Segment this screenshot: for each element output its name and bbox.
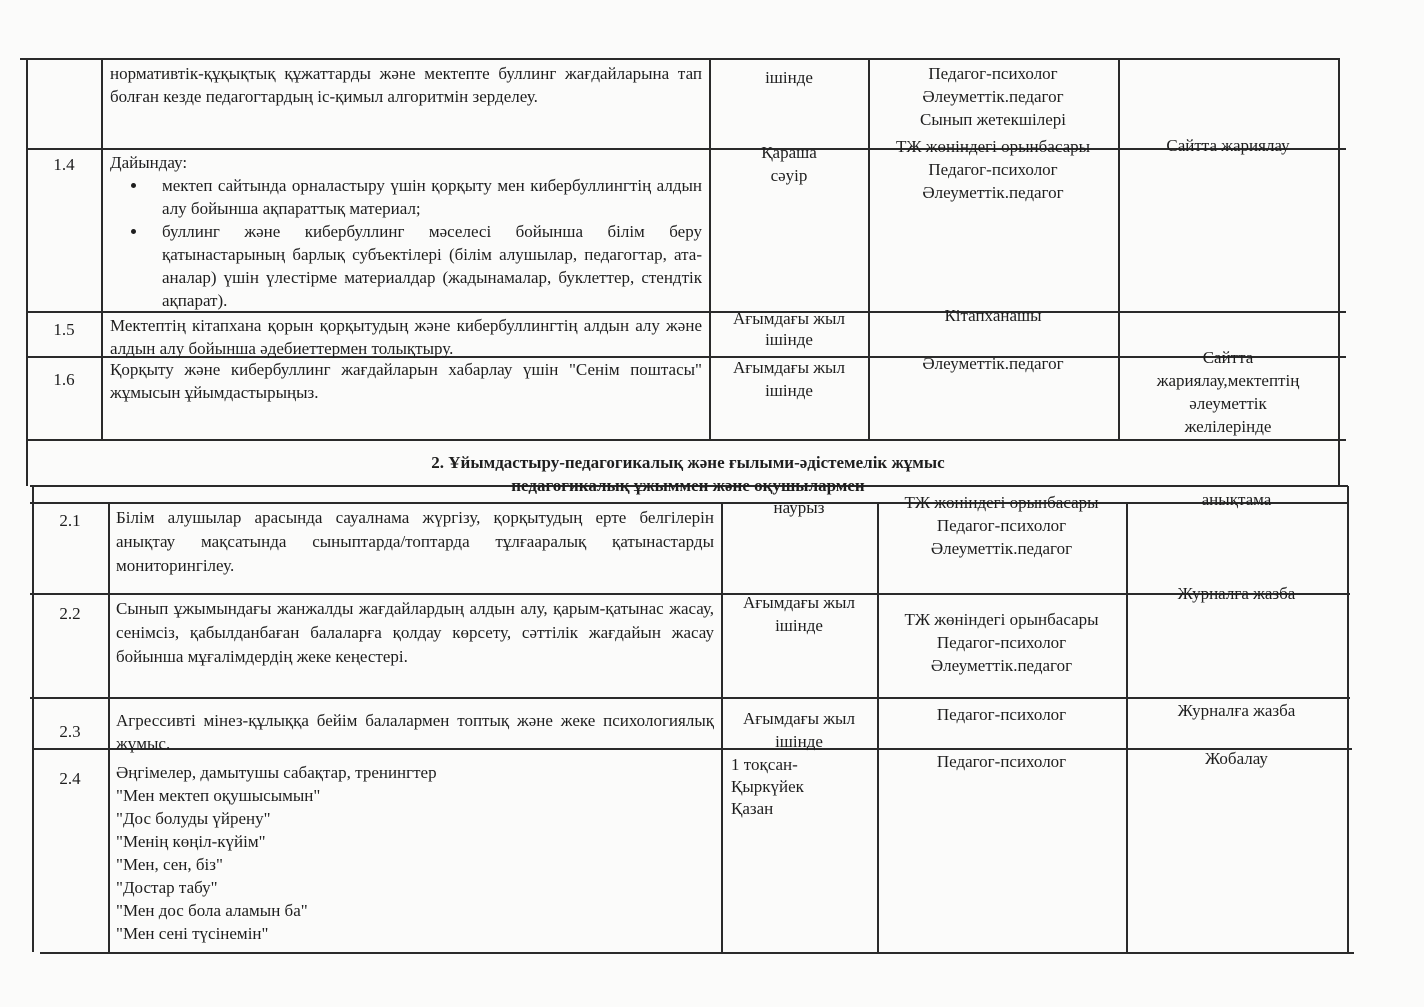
row-responsible — [870, 135, 1116, 204]
table-border-bottom — [40, 952, 1354, 954]
responsible-line: Әлеуметтік.педагог — [922, 87, 1064, 106]
bullet-item: • мектеп сайтында орналастыру үшін қорқыту мен кибербуллингтің алдын алу бойынша ақпараттық материал; — [148, 174, 702, 220]
responsible-line: ТЖ жөніндегі орынбасары — [895, 137, 1091, 156]
row-number: 1.6 — [53, 370, 75, 389]
row-timing — [731, 754, 875, 820]
row-timing — [712, 141, 866, 187]
description-heading: Дайындау: — [110, 153, 188, 172]
timing-line: ішінде — [775, 616, 823, 635]
row-responsible — [879, 608, 1124, 677]
row-number: 2.1 — [59, 511, 81, 530]
table-border-top — [20, 58, 1340, 60]
row-description: Білім алушылар арасында сауалнама жүргізу, қорқытудың ерте белгілерін анықтау мақсатында сыныптарда/топтарда тұлғааралық қатынастарды мониторингілеу. — [116, 508, 714, 575]
description-line: "Мен мектеп оқушысымын" — [116, 786, 321, 805]
row-responsible — [870, 62, 1116, 131]
row-responsible — [870, 304, 1116, 327]
responsible-line: ТЖ жөніндегі орынбасары — [904, 610, 1099, 629]
timing-line: ішінде — [765, 381, 813, 400]
responsible-line: Сынып жетекшілері — [920, 110, 1066, 129]
table-row-divider — [28, 439, 1346, 441]
timing-line: Қазан — [731, 799, 774, 818]
responsible-line: Әлеуметтік.педагог — [930, 539, 1073, 558]
table-border-left — [26, 58, 28, 486]
row-timing — [712, 308, 866, 350]
responsible-line: Педагог-психолог — [936, 516, 1067, 535]
row-responsible — [870, 352, 1116, 375]
timing-line: Ағымдағы жыл — [743, 709, 855, 728]
description-line: Әңгімелер, дамытушы сабақтар, тренингтер — [116, 763, 437, 782]
result-line: әлеуметтік — [1189, 394, 1267, 413]
row-result: анықтама — [1201, 490, 1272, 509]
row-number: 2.4 — [59, 769, 81, 788]
col-divider — [877, 503, 879, 952]
responsible-line: Педагог-психолог — [928, 160, 1058, 179]
row-timing — [712, 356, 866, 402]
description-line: "Менің көңіл-күйім" — [116, 832, 266, 851]
col-divider — [709, 58, 711, 440]
row-description: Сынып ұжымындағы жанжалды жағдайлардың алдын алу, қарым-қатынас жасау, сенімсіз, қабылданбаған балаларға қолдау көрсету, сәттілік жағдайын жасау бойынша мұғалімдердің жеке кеңестері. — [116, 599, 714, 666]
description-line: "Дос болуды үйрену" — [116, 809, 271, 828]
table-border-left — [32, 486, 34, 952]
responsible-line: Әлеуметтік.педагог — [930, 656, 1073, 675]
timing-line: наурыз — [773, 498, 825, 517]
row-result: Жобалау — [1205, 749, 1268, 768]
responsible-line: Педагог-психолог — [936, 705, 1067, 724]
responsible-line: Әлеуметтік.педагог — [922, 183, 1064, 202]
description-line: "Мен дос бола аламын ба" — [116, 901, 308, 920]
row-timing — [723, 707, 875, 753]
row-timing: ішінде — [765, 68, 813, 87]
table-border-right — [1347, 486, 1349, 952]
row-result: Журналға жазба — [1177, 584, 1296, 603]
col-divider — [108, 503, 110, 952]
col-divider — [1126, 503, 1128, 952]
row-result — [1120, 346, 1336, 438]
timing-line: Ағымдағы жыл — [743, 593, 855, 612]
section-heading-line: педагогикалық ұжыммен және оқушылармен — [511, 476, 865, 495]
timing-line: сәуір — [770, 166, 808, 185]
timing-line: Қыркүйек — [731, 777, 804, 796]
row-number: 2.3 — [59, 722, 81, 741]
row-timing — [723, 496, 875, 519]
bullet-item: • буллинг және кибербуллинг мәселесі бойынша білім беру қатынастарының барлық субъектілері (білім алушылар, педагогтар, ата-аналар) үшін үлестірме материалдар (жадынамалар, буклеттер, стендтік ақпарат). — [148, 220, 702, 312]
timing-line: Қараша — [761, 143, 817, 162]
row-description — [116, 761, 714, 945]
responsible-line: Әлеуметтік.педагог — [922, 354, 1064, 373]
timing-line: Ағымдағы жыл — [733, 309, 845, 328]
responsible-line: Педагог-психолог — [936, 752, 1067, 771]
timing-line: Ағымдағы жыл — [733, 358, 845, 377]
row-timing — [723, 591, 875, 637]
result-line: Сайтта — [1202, 348, 1254, 367]
row-description: Қорқыту және кибербуллинг жағдайларын хабарлау үшін "Сенім поштасы" жұмысын ұйымдастырыңыз. — [110, 360, 702, 402]
section-heading-line: 2. Ұйымдастыру-педагогикалық және ғылыми-әдістемелік жұмыс — [431, 453, 945, 472]
bullet-list — [110, 174, 702, 312]
responsible-line: Педагог-психолог — [928, 64, 1058, 83]
row-number: 1.5 — [53, 320, 75, 339]
description-line: "Мен, сен, біз" — [116, 855, 223, 874]
row-number: 2.2 — [59, 604, 81, 623]
timing-line: 1 тоқсан- — [731, 755, 798, 774]
result-line: жариялау,мектептің — [1156, 371, 1300, 390]
timing-line: ішінде — [765, 330, 813, 349]
description-line: "Достар табу" — [116, 878, 218, 897]
row-description: нормативтік-құқықтық құжаттарды және мектепте буллинг жағдайларына тап болған кезде педагогтардың іс-қимыл алгоритмін зерделеу. — [110, 64, 702, 106]
row-responsible — [879, 750, 1124, 773]
row-description: Мектептің кітапхана қорын қорқытудың және кибербуллингтің алдын алу және алдын алу бойынша әдебиеттермен толықтыру. — [110, 316, 702, 358]
col-divider — [101, 58, 103, 440]
row-number: 1.4 — [53, 155, 75, 174]
row-description: Агрессивті мінез-құлыққа бейім балалармен топтық және жеке психологиялық жұмыс. — [116, 711, 714, 753]
result-line: желілерінде — [1184, 417, 1272, 436]
row-description — [110, 151, 702, 312]
row-result: Журналға жазба — [1177, 701, 1296, 720]
description-line: "Мен сені түсінемін" — [116, 924, 269, 943]
row-responsible — [879, 703, 1124, 726]
table-border-right — [1338, 58, 1340, 486]
responsible-line: Кітапханашы — [944, 306, 1042, 325]
timing-line: ішінде — [775, 732, 823, 751]
responsible-line: Педагог-психолог — [936, 633, 1067, 652]
responsible-line: ТЖ жөніндегі орынбасары — [904, 493, 1099, 512]
row-responsible — [879, 491, 1124, 560]
row-result: Сайтта жариялау — [1166, 136, 1290, 155]
